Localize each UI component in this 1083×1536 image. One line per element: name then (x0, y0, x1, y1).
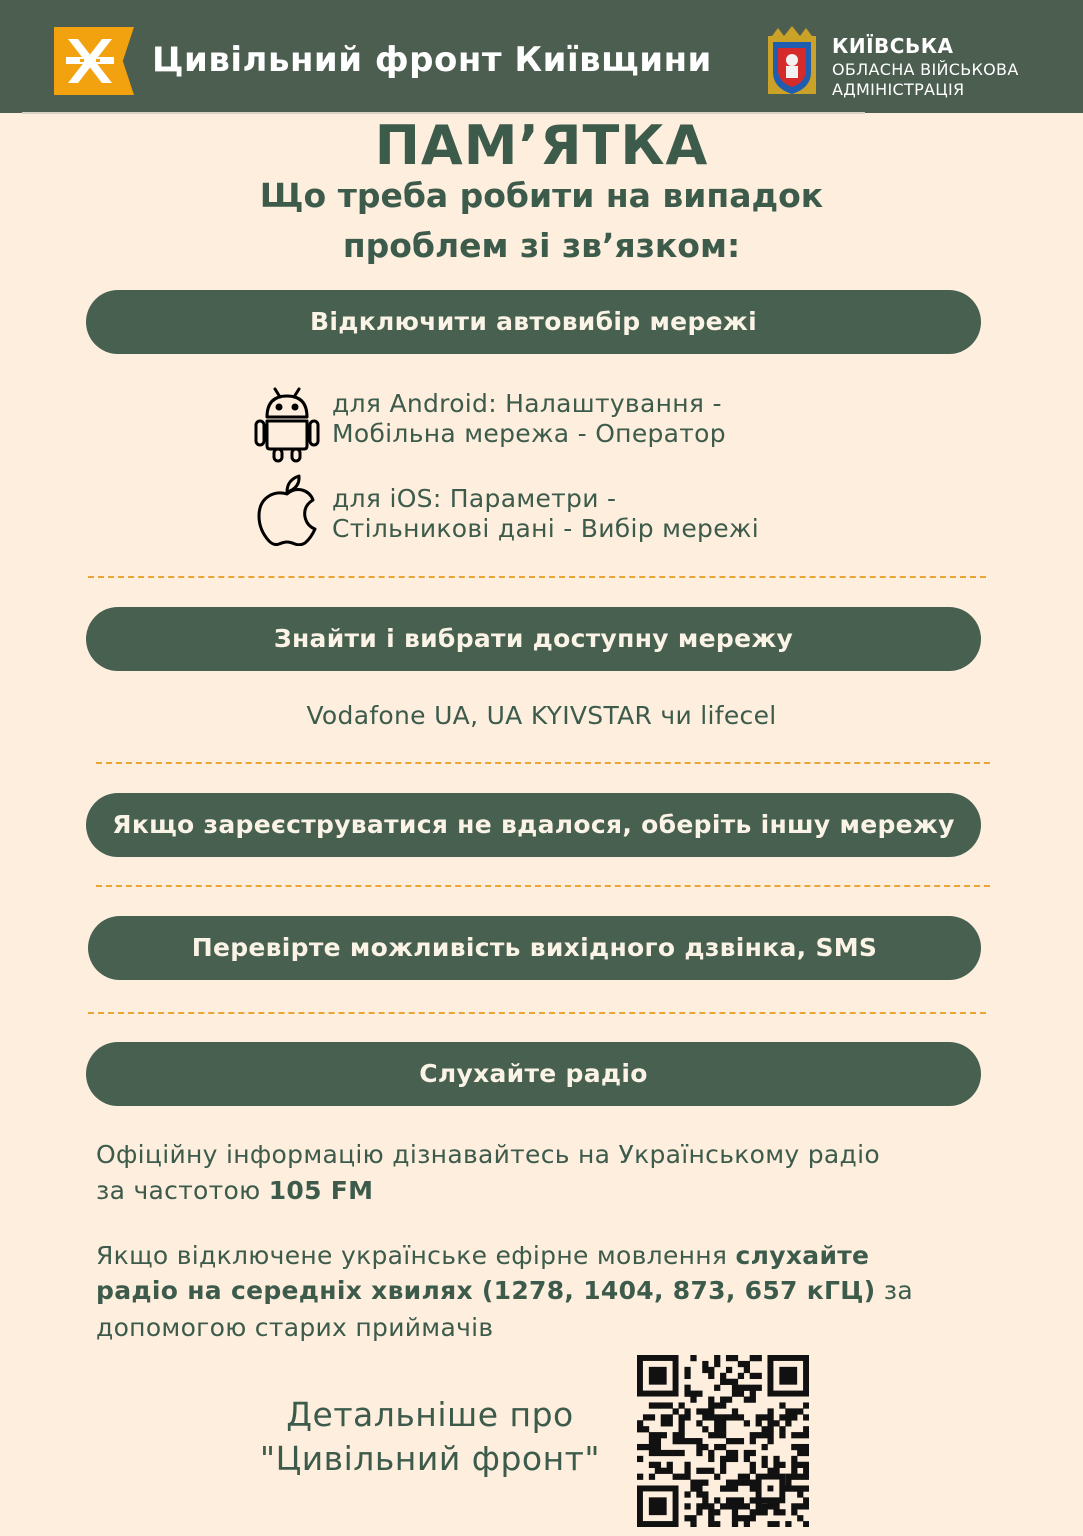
radio-info-line2: за частотою 105 FM (96, 1176, 374, 1205)
dashed-divider (96, 885, 990, 887)
android-instructions-line1: для Android: Налаштування - (332, 389, 722, 418)
android-icon (254, 384, 320, 468)
mw-info-line2: радіо на середніх хвилях (1278, 1404, 873, 657 кГЦ) за (96, 1276, 913, 1305)
subtitle-line2: проблем зі зв’язком: (342, 226, 741, 265)
step-find-network: Знайти і вибрати доступну мережу (86, 607, 981, 671)
step-check-call-sms: Перевірте можливість вихідного дзвінка, SMS (88, 916, 981, 980)
ios-instructions-line2: Стільникові дані - Вибір мережі (332, 514, 759, 543)
mw-info-line3: допомогою старих приймачів (96, 1313, 494, 1342)
page-title: ПАМ’ЯТКА (374, 114, 709, 177)
step-disable-auto-network: Відключити автовибір мережі (86, 290, 981, 354)
admin-title-line2: ОБЛАСНА ВІЙСЬКОВА (832, 60, 1019, 79)
admin-title-line3: АДМІНІСТРАЦІЯ (832, 80, 965, 99)
qr-code-icon[interactable] (637, 1355, 809, 1527)
step-choose-other-network: Якщо зареєструватися не вдалося, оберіть іншу мережу (86, 793, 981, 857)
apple-icon (256, 474, 318, 550)
coat-of-arms-icon (764, 26, 820, 104)
subtitle-line1: Що треба робити на випадок (259, 176, 824, 215)
more-info-line2: "Цивільний фронт" (259, 1439, 601, 1478)
mw-info-line1: Якщо відключене українське ефірне мовлення слухайте (96, 1241, 870, 1270)
header-bar (0, 0, 1083, 113)
more-info-line1: Детальніше про (286, 1395, 574, 1434)
step-listen-radio: Слухайте радіо (86, 1042, 981, 1106)
android-instructions-line2: Мобільна мережа - Оператор (332, 419, 726, 448)
mw-frequencies: радіо на середніх хвилях (1278, 1404, 873, 657 кГЦ) (96, 1276, 876, 1305)
ios-instructions-line1: для iOS: Параметри - (332, 484, 617, 513)
radio-frequency: 105 FM (268, 1176, 374, 1205)
radio-info-line1: Офіційну інформацію дізнавайтесь на Українському радіо (96, 1140, 880, 1169)
civil-front-logo-icon (54, 27, 134, 95)
brand-name: Цивільний фронт Київщини (152, 40, 712, 80)
dashed-divider (96, 762, 990, 764)
network-list: Vodafone UA, UA KYIVSTAR чи lifecel (306, 701, 777, 730)
dashed-divider (88, 576, 986, 578)
admin-title-line1: КИЇВСЬКА (832, 34, 954, 58)
dashed-divider (88, 1012, 986, 1014)
